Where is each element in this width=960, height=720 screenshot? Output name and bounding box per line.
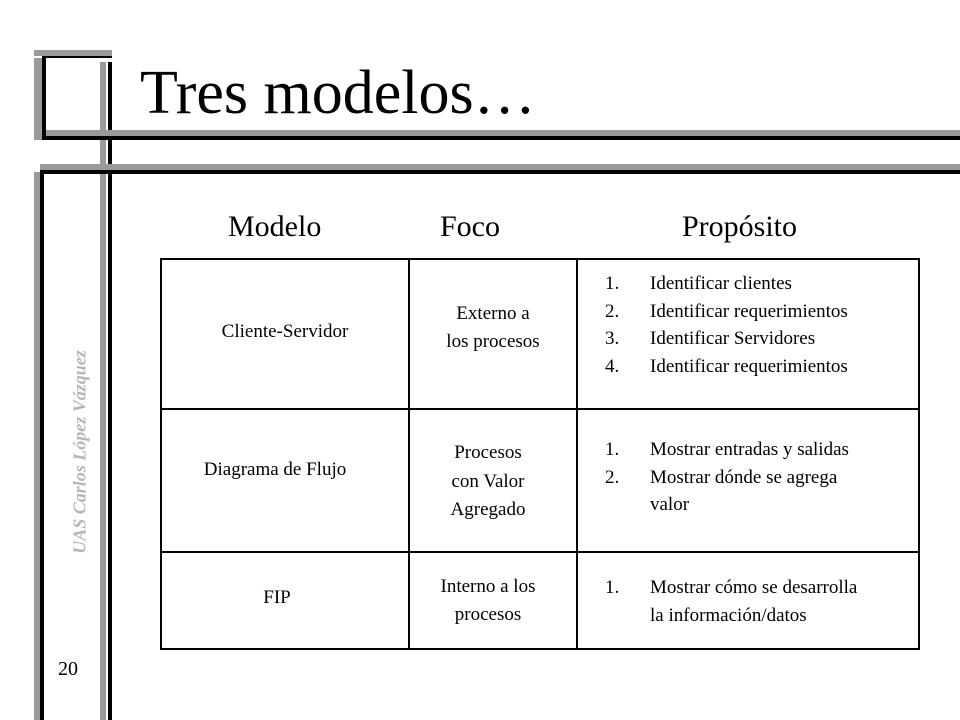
author-vertical-text: UAS Carlos López Vázquez [69,350,90,554]
table-cell-model [162,570,392,626]
purpose-item: 2. Mostrar dónde se agrega valor [605,466,838,516]
table-row-divider-2 [160,551,920,553]
frame-left-vertical [40,172,44,720]
table-cell-focus [410,568,566,634]
purpose-list [605,436,849,519]
frame-second-line [40,170,960,174]
purpose-list [605,270,848,380]
table-cell-focus [410,434,566,530]
purpose-item: 1. Mostrar cómo se desarrolla la información/datos [605,577,858,626]
model-name: Cliente-Servidor [221,320,349,342]
table-cell-focus [410,296,576,360]
table-cell-model [152,440,398,500]
frame-top-left-horizontal-shadow [34,50,112,56]
purpose-list [605,574,857,629]
focus-line: Externo a [456,302,530,324]
focus-line: Procesos [454,442,522,464]
table-cell-model [162,302,408,362]
table-row-divider-1 [160,408,920,410]
focus-line: los procesos [446,331,540,352]
frame-under-title-line [46,136,960,140]
table-border-bottom [160,648,920,650]
frame-right-vertical-shadow [100,62,106,720]
table-border-right [918,258,920,650]
purpose-item: 4. Identificar requerimientos [605,355,848,377]
focus-line: Interno a los [440,575,536,597]
table-col-divider-2 [576,258,578,650]
focus-line: procesos [454,604,522,625]
focus-line: con Valor [451,470,525,492]
purpose-item: 3. Identificar Servidores [605,328,816,350]
model-name: Diagrama de Flujo [203,458,347,480]
table-border-top [160,258,920,260]
frame-top-left-shadow [34,58,42,140]
frame-right-vertical [108,62,112,720]
slide-title: Tres modelos… [140,59,536,127]
purpose-item: 1. Mostrar entradas y salidas [605,439,849,460]
purpose-item: 1. Identificar clientes [605,273,792,294]
header-model: Modelo [228,210,322,243]
header-purpose: Propósito [682,210,798,243]
header-focus: Foco [440,210,500,243]
focus-line: Agregado [450,499,526,521]
frame-top-left-vertical [42,54,46,140]
slide-number: 20 [58,658,78,680]
model-name: FIP [263,586,291,608]
purpose-item: 2. Identificar requerimientos [605,300,848,322]
